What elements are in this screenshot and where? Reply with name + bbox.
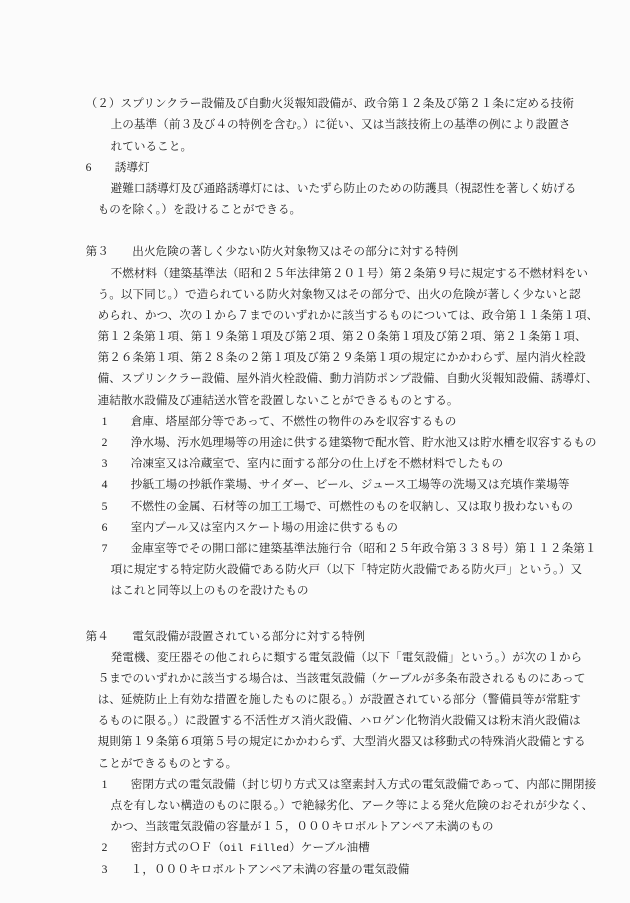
section-3-number: 第３ (85, 245, 109, 259)
list-item-number: 3 (101, 862, 108, 876)
list-item-text: 冷凍室又は冷蔵室で、室内に面する部分の仕上げを不燃材料でしたもの (130, 457, 504, 471)
section-4 (0, 604, 630, 876)
list-item-text: 不燃性の金属、石材等の加工工場で、可燃性のものを収納し、又は取り扱わないもの (130, 499, 573, 513)
list-item-number: 1 (101, 414, 108, 428)
list-item-text: 倉庫、塔屋部分等であって、不燃性の物件のみを収容するもの (130, 414, 457, 428)
list-item-text: 密閉方式の電気設備（封じ切り方式又は窒素封入方式の電気設備であって、内部に開閉接 (130, 777, 597, 791)
s3-b2: う。以下同じ。）で造られている防火対象物又はその部分で、出火の危険が著しく少ないと認 (97, 287, 581, 301)
list-item-cont-text: かつ、当該電気設備の容量が１５，０００キロボルトアンペア未満のもの (110, 820, 494, 834)
s4-b1: 発電機、変圧器その他これらに類する電気設備（以下「電気設備」という。）が次の１から (110, 650, 583, 664)
list-item-gap (107, 521, 130, 534)
list-item-gap (107, 500, 130, 513)
s4-b2: ５までのいずれかに該当する場合は、当該電気設備（ケーブルが多条布設されるものにあって (97, 671, 586, 685)
item-6-number: 6 (85, 160, 92, 174)
list-item-cont-text: 点を有しない構造のものに限る。）で絶縁劣化、アーク等による発火危険のおそれが少なく、 (110, 799, 594, 813)
s4-b3: は、延焼防止上有効な措置を施したものに限る。）が設置されている部分（警備員等が常駐す (97, 693, 581, 707)
s3-b3: められ、かつ、次の１から７までのいずれかに該当するものについては、政令第１１条第１項、 (97, 308, 599, 322)
item-2-text-3: れていること。 (110, 139, 193, 153)
list-item-text: 室内プール又は室内スケート場の用途に供するもの (130, 520, 398, 534)
list-item-gap (107, 415, 130, 428)
list-item-number: 3 (101, 457, 108, 471)
s3-b1: 不燃材料（建築基準法（昭和２５年法律第２０１号）第２条第９号に規定する不燃材料をい (110, 266, 588, 280)
list-item-number: 7 (101, 541, 108, 555)
list-item-text: 浄水場、汚水処理場等の用途に供する建築物で配水管、貯水池又は貯水槽を収容するもの (130, 436, 597, 450)
item-6-spacer (91, 161, 114, 174)
list-item-mono-text: Oil Filled (223, 843, 290, 856)
s3-b6: 備、スプリンクラー設備、屋外消火栓設備、動力消防ポンプ設備、自動火災報知設備、誘導灯、 (97, 372, 598, 386)
list-item-number: 5 (101, 499, 108, 513)
list-item-gap (107, 863, 130, 876)
list-item-suffix: ）ケーブル油槽 (289, 841, 370, 855)
section-3 (0, 220, 630, 598)
list-item-text: 抄紙工場の抄紙作業場、サイダー、ビール、ジュース工場等の洗場又は充填作業場等 (130, 478, 570, 492)
list-item-gap (107, 457, 130, 470)
item-2-line-1 (0, 72, 630, 111)
item-2-label: （２） (85, 97, 121, 111)
list-item-gap (107, 478, 130, 491)
list-item-number: 1 (101, 777, 108, 791)
list-item-number: 2 (101, 436, 108, 450)
s4-b4: るものに限る。）に設置する不活性ガス消火設備、ハロゲン化物消火設備又は粉末消火設備は (97, 714, 581, 728)
item-2-text-2: 上の基準（前３及び４の特例を含む。）に従い、又は当該技術上の基準の例により設置さ (110, 118, 571, 132)
list-item-gap (107, 542, 130, 555)
s3-b5: 第２６条第１項、第２８条の２第１項及び第２９条第１項の規定にかかわらず、屋内消火栓設 (97, 351, 586, 365)
item-2-text-1: スプリンクラー設備及び自動火災報知設備が、政令第１２条及び第２１条に定める技術 (120, 97, 574, 111)
list-item-gap (107, 436, 130, 449)
list-item-number: 4 (101, 478, 108, 492)
s3-b7: 連結散水設備及び連結送水管を設置しないことができるものとする。 (97, 393, 459, 407)
list-item-text: １，０００キロボルトアンペア未満の容量の電気設備 (130, 862, 410, 876)
section-3-title: 出火危険の著しく少ない防火対象物又はその部分に対する特例 (132, 245, 459, 259)
s4-b6: ことができるものとする。 (97, 756, 238, 770)
s3-b4: 第１２条第１項、第１９条第１項及び第２項、第２０条第１項及び第２項、第２１条第１項、 (97, 330, 587, 344)
item-6-title: 誘導灯 (114, 160, 150, 174)
s4-b5: 規則第１９条第６項第５号の規定にかかわらず、大型消火器又は移動式の特殊消火設備とする (97, 735, 586, 749)
section-4-spacer (109, 630, 132, 643)
list-item-gap (107, 778, 130, 791)
list-item-cont-text: はこれと同等以上のものを設けたもの (110, 584, 309, 598)
item-6-text-2: ものを除く。）を設けることができる。 (97, 203, 302, 217)
item-6-text-1: 避難口誘導灯及び通路誘導灯には、いたずら防止のための防護具（視認性を著しく妨げる (110, 181, 577, 195)
section-3-spacer (109, 245, 132, 258)
list-item-prefix: 密封方式のＯＦ（ (130, 841, 224, 855)
list-item-cont-text: 項に規定する特定防火設備である防火戸（以下「特定防火設備である防火戸」という。）又 (110, 563, 583, 577)
section-3-heading (0, 220, 630, 259)
list-item-number: 2 (101, 841, 108, 855)
list-item-number: 6 (101, 520, 108, 534)
section-4-number: 第４ (85, 629, 109, 643)
list-item-gap (107, 841, 130, 854)
top-section (0, 72, 630, 217)
list-item-text: 金庫室等でその開口部に建築基準法施行令（昭和２５年政令第３３８号）第１１２条第１ (130, 541, 597, 555)
section-4-title: 電気設備が設置されている部分に対する特例 (132, 629, 366, 643)
